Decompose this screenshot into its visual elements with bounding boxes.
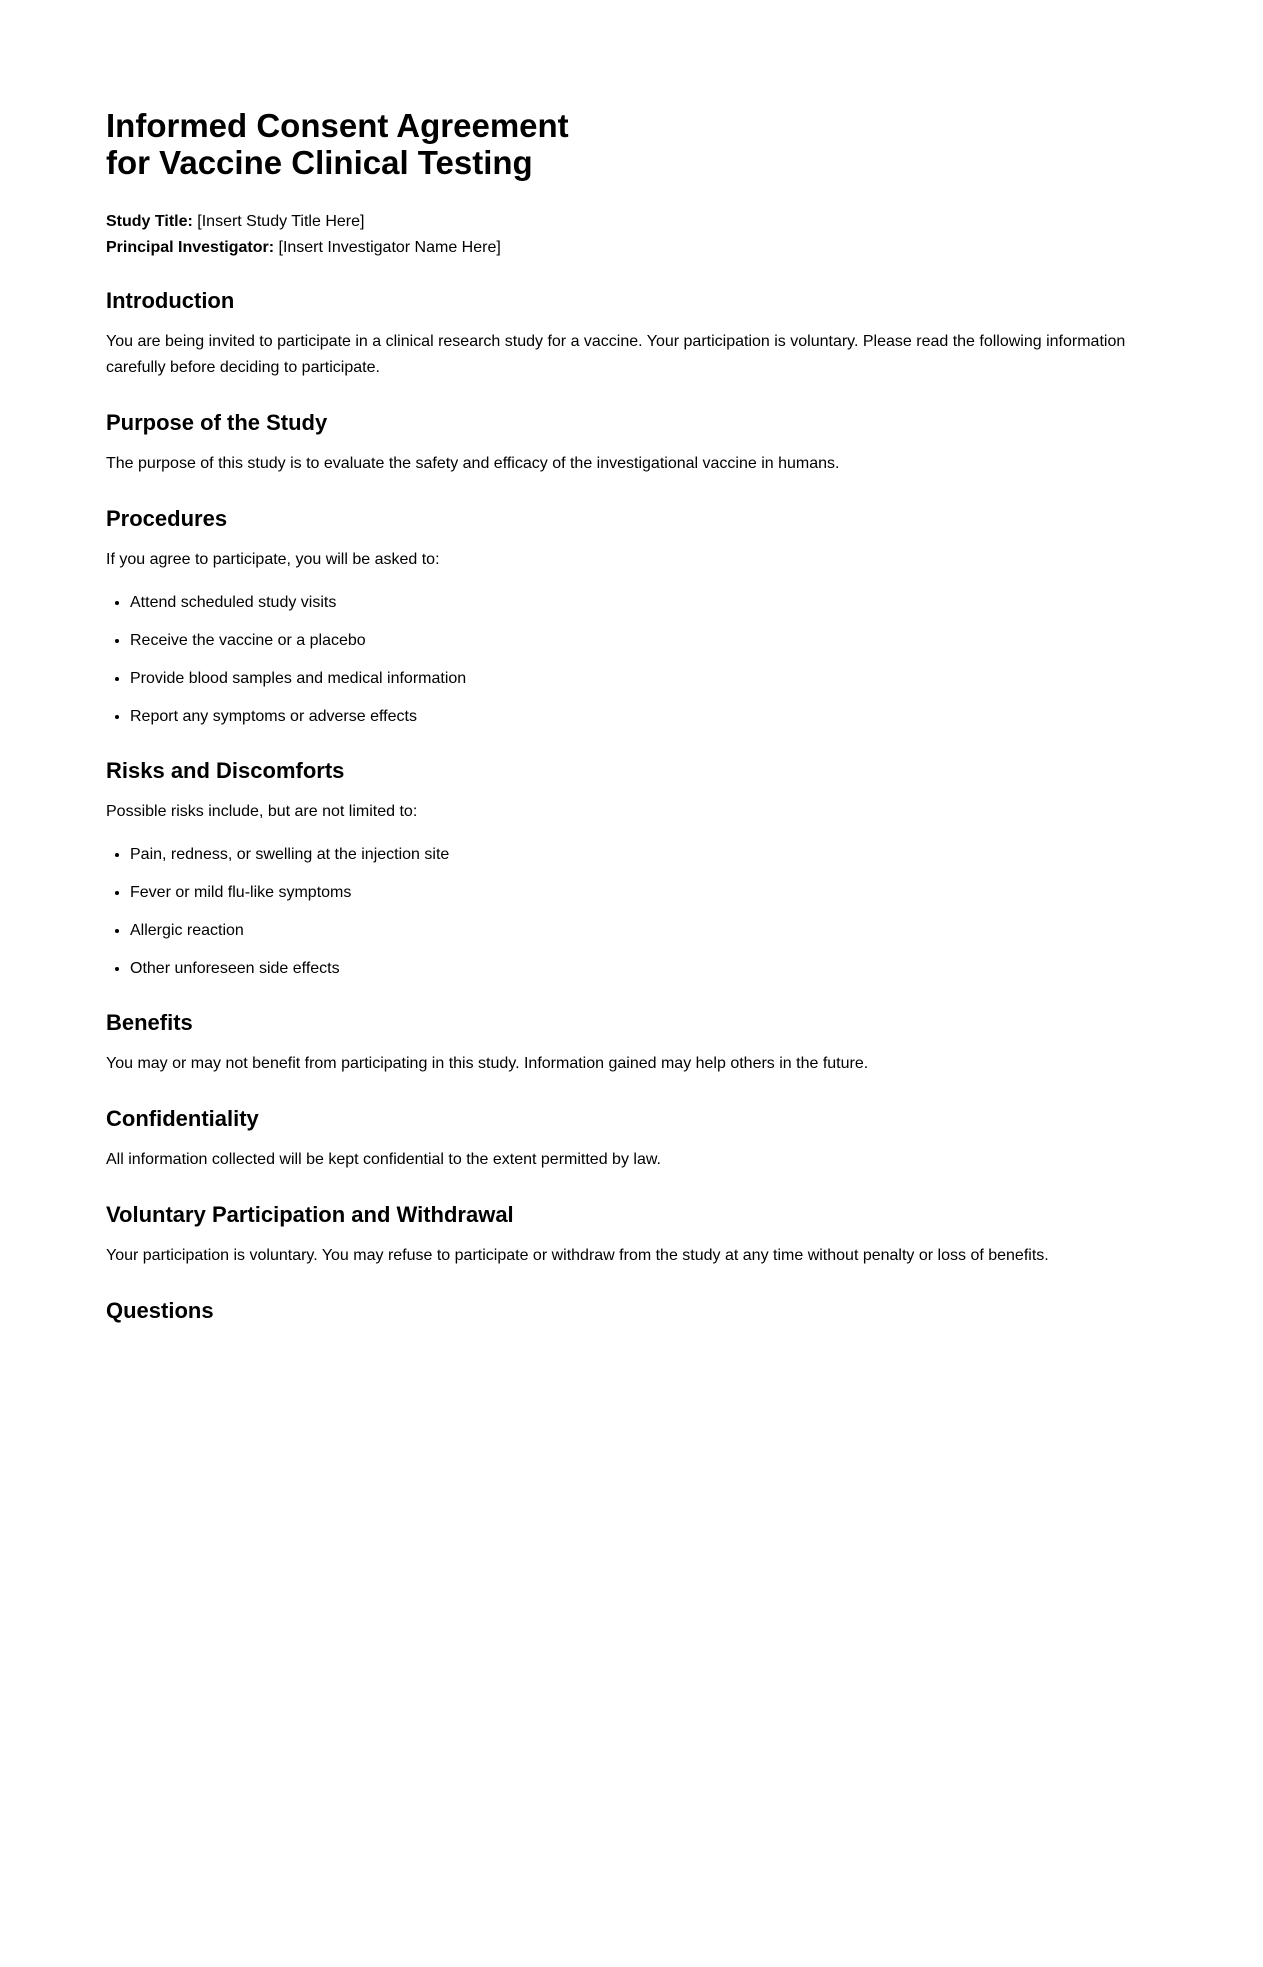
pi-label: Principal Investigator: xyxy=(106,239,275,256)
principal-investigator-row xyxy=(106,235,1157,261)
list-item: • Fever or mild flu-like symptoms xyxy=(130,880,1157,906)
title-line-1: Informed Consent Agreement xyxy=(106,107,569,144)
introduction-heading: Introduction xyxy=(106,288,235,313)
confidentiality-heading: Confidentiality xyxy=(106,1106,259,1131)
risks-list xyxy=(106,842,1157,982)
study-title-value: [Insert Study Title Here] xyxy=(192,213,365,230)
title-line-2: for Vaccine Clinical Testing xyxy=(106,144,533,181)
risks-heading: Risks and Discomforts xyxy=(106,758,345,783)
document-title xyxy=(106,107,1157,181)
consent-document xyxy=(106,0,1157,1323)
study-title-row xyxy=(106,209,1157,235)
introduction-text: You are being invited to participate in a clinical research study for a vaccine. Your participation is voluntary. Please read the following information carefully before deciding to participate. xyxy=(106,333,1126,376)
list-item: • Allergic reaction xyxy=(130,918,1157,944)
study-meta xyxy=(106,209,1157,261)
study-title-label: Study Title: xyxy=(106,213,193,230)
purpose-heading: Purpose of the Study xyxy=(106,410,328,435)
procedures-heading: Procedures xyxy=(106,506,228,531)
list-item: • Report any symptoms or adverse effects xyxy=(130,704,1157,730)
list-item: • Provide blood samples and medical information xyxy=(130,666,1157,692)
procedures-list xyxy=(106,590,1157,730)
pi-value: [Insert Investigator Name Here] xyxy=(274,239,501,256)
purpose-text: The purpose of this study is to evaluate the safety and efficacy of the investigational vaccine in humans. xyxy=(106,455,840,472)
procedures-text: If you agree to participate, you will be asked to: xyxy=(106,551,440,568)
voluntary-heading: Voluntary Participation and Withdrawal xyxy=(106,1202,514,1227)
benefits-text: You may or may not benefit from participating in this study. Information gained may help others in the future. xyxy=(106,1055,869,1072)
list-item: • Attend scheduled study visits xyxy=(130,590,1157,616)
list-item: • Other unforeseen side effects xyxy=(130,956,1157,982)
list-item: • Pain, redness, or swelling at the injection site xyxy=(130,842,1157,868)
confidentiality-text: All information collected will be kept confidential to the extent permitted by law. xyxy=(106,1151,661,1168)
benefits-heading: Benefits xyxy=(106,1010,193,1035)
voluntary-text: Your participation is voluntary. You may refuse to participate or withdraw from the study at any time without penalty or loss of benefits. xyxy=(106,1247,1049,1264)
questions-heading: Questions xyxy=(106,1298,214,1323)
list-item: • Receive the vaccine or a placebo xyxy=(130,628,1157,654)
risks-text: Possible risks include, but are not limited to: xyxy=(106,803,418,820)
